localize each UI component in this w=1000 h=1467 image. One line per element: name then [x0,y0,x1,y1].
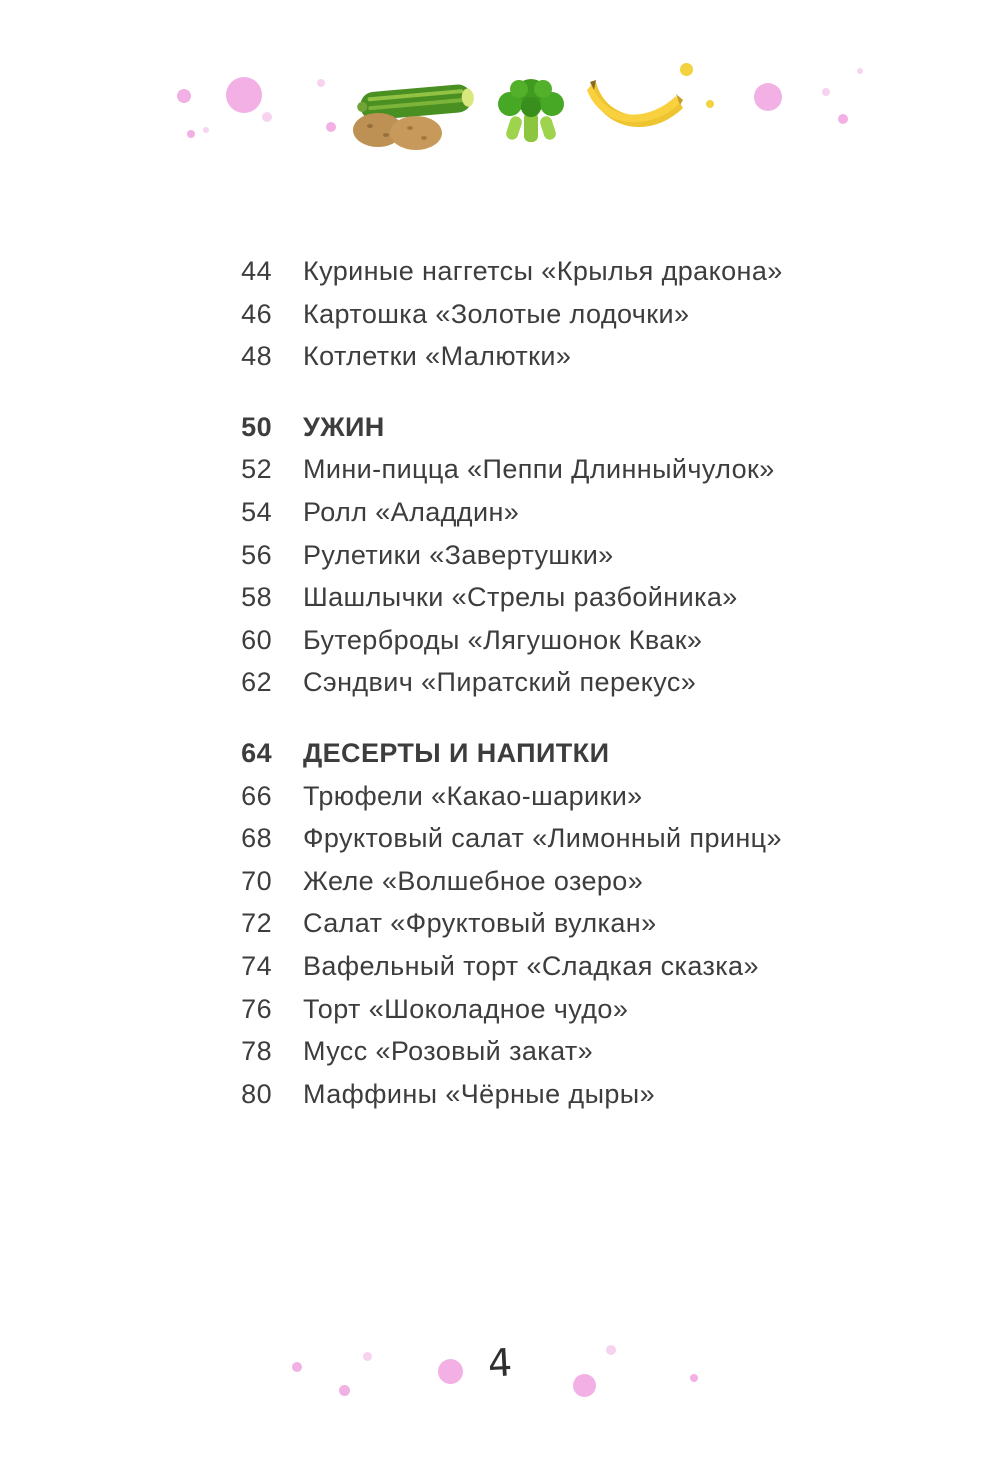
toc-row [0,1079,1000,1122]
pink-dot [226,77,262,113]
toc-page-number: 46 [241,298,272,329]
page-number: 4 [486,1340,514,1386]
toc-title: Трюфели «Какао-шарики» [303,780,643,811]
table-of-contents [0,256,1000,1121]
toc-row [0,823,1000,866]
toc-page-number: 44 [241,256,272,286]
toc-page-number: 48 [241,341,272,372]
toc-row [0,497,1000,540]
yellow-dot [706,100,714,108]
toc-row [0,866,1000,909]
toc-title: Картошка «Золотые лодочки» [303,298,690,329]
toc-title: Сэндвич «Пиратский перекус» [303,667,697,698]
toc-title: Рулетики «Завертушки» [303,539,614,570]
toc-page-number: 76 [241,993,272,1024]
toc-row [0,341,1000,384]
toc-section-heading [0,738,1000,781]
pink-dot [326,122,336,132]
toc-row [0,667,1000,710]
toc-title: Шашлычки «Стрелы разбойника» [303,582,738,613]
pink-dot [857,68,863,74]
pink-dot [177,89,191,103]
toc-row [0,256,1000,299]
zucchini-potatoes-icon [352,72,484,152]
toc-title: Ролл «Аладдин» [303,496,520,527]
toc-page-number: 54 [241,496,272,527]
banana-icon [584,74,694,144]
toc-title: Маффины «Чёрные дыры» [303,1078,656,1109]
pink-dot [187,130,195,138]
toc-page-number: 68 [241,823,272,854]
toc-page-number: 78 [241,1036,272,1067]
pink-dot [822,88,830,96]
pink-dot [203,127,209,133]
toc-title: Салат «Фруктовый вулкан» [303,908,657,939]
toc-page-number: 62 [241,667,272,698]
toc-page-number: 66 [241,780,272,811]
toc-title: Торт «Шоколадное чудо» [303,993,629,1024]
broccoli-icon [488,76,574,152]
toc-page-number: 50 [241,411,272,442]
toc-title: Мусс «Розовый закат» [303,1036,594,1067]
toc-row [0,625,1000,668]
toc-page-number: 72 [241,908,272,939]
toc-page-number: 74 [241,950,272,981]
toc-page-number: 58 [241,582,272,613]
top-decoration [0,50,1000,170]
pink-dot [690,1374,698,1382]
toc-title: Вафельный торт «Сладкая сказка» [303,950,759,981]
toc-page-number: 52 [241,454,272,485]
toc-page-number: 56 [241,539,272,570]
toc-row [0,908,1000,951]
toc-page-number: 64 [241,737,272,768]
toc-row [0,582,1000,625]
toc-row [0,994,1000,1037]
pink-dot [838,114,848,124]
toc-page-number: 80 [241,1078,272,1109]
toc-page-number: 70 [241,865,272,896]
toc-row [0,540,1000,583]
toc-title: Бутерброды «Лягушонок Квак» [303,624,703,655]
toc-row [0,951,1000,994]
toc-title: Желе «Волшебное озеро» [303,865,644,896]
toc-section-title: УЖИН [303,411,385,442]
bottom-decoration [0,1335,1000,1415]
toc-row [0,299,1000,342]
toc-row [0,454,1000,497]
toc-section-heading [0,412,1000,455]
toc-title: Фруктовый салат «Лимонный принц» [303,823,782,854]
toc-row [0,1036,1000,1079]
toc-title: Мини-пицца «Пеппи Длинныйчулок» [303,454,775,485]
pink-dot [317,79,325,87]
toc-section-title: ДЕСЕРТЫ И НАПИТКИ [303,737,610,768]
toc-page-number: 60 [241,624,272,655]
pink-dot [754,83,782,111]
toc-title: Куриные наггетсы «Крылья дракона» [303,256,783,286]
toc-row [0,781,1000,824]
toc-title: Котлетки «Малютки» [303,341,572,372]
pink-dot [262,112,272,122]
